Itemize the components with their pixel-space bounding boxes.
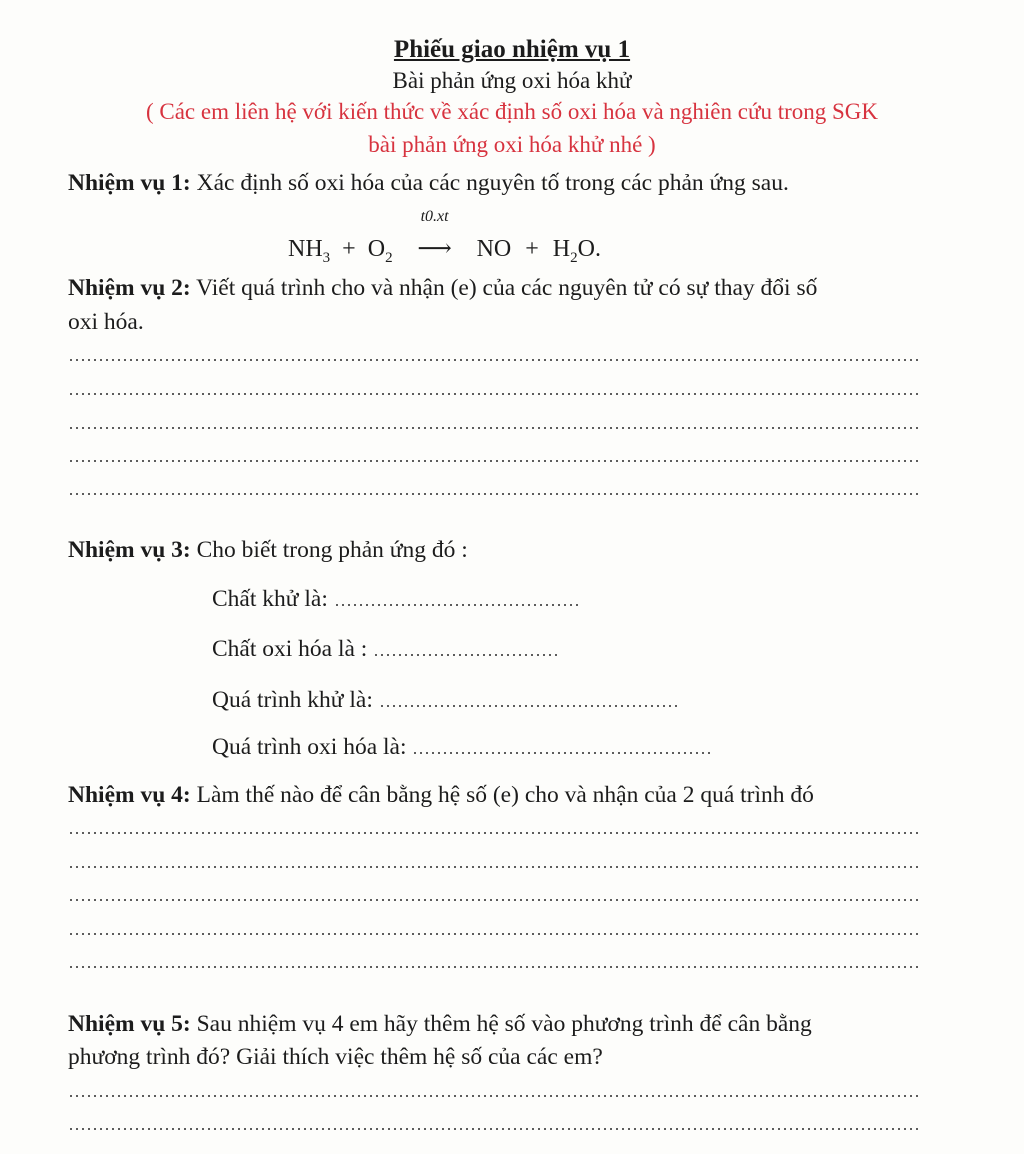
task-1-label: Nhiệm vụ 1: <box>68 170 191 196</box>
task-3-label: Nhiệm vụ 3: <box>68 537 191 563</box>
plus-sign: + <box>342 236 356 262</box>
task-2-text-line-1: Viết quá trình cho và nhận (e) của các nguyên tử có sự thay đổi số <box>190 275 818 301</box>
reducing-agent-blank[interactable] <box>334 604 580 606</box>
answer-line[interactable] <box>68 1128 920 1130</box>
answer-line[interactable] <box>68 359 920 361</box>
reducing-agent-item <box>212 586 580 613</box>
worksheet-title: Phiếu giao nhiệm vụ 1 <box>393 36 631 63</box>
oxidation-process-label: Quá trình oxi hóa là: <box>212 734 407 760</box>
task-2 <box>68 275 817 302</box>
instruction-note-line-1: ( Các em liên hệ với kiến thức về xác định số oxi hóa và nghiên cứu trong SGK <box>145 99 879 124</box>
reduction-process-blank[interactable] <box>379 705 677 707</box>
lesson-subtitle: Bài phản ứng oxi hóa khử <box>392 68 632 93</box>
plus-sign: + <box>525 236 539 262</box>
oxidizing-agent-blank[interactable] <box>373 654 559 656</box>
oxidizing-agent-item <box>212 636 559 663</box>
reactant-o2: $O_2$ <box>367 236 393 266</box>
reaction-arrow <box>405 208 465 263</box>
answer-line[interactable] <box>68 933 920 935</box>
task-3-text: Cho biết trong phản ứng đó : <box>190 537 468 563</box>
task-1-text: Xác định số oxi hóa của các nguyên tố trong các phản ứng sau. <box>190 170 789 196</box>
instruction-note-line-2: bài phản ứng oxi hóa khử nhé ) <box>368 132 656 157</box>
reduction-process-item <box>212 687 677 714</box>
answer-line[interactable] <box>68 460 920 462</box>
task-4-label: Nhiệm vụ 4: <box>68 782 191 808</box>
oxidation-process-item <box>212 734 712 761</box>
task-2-text-line-2: oxi hóa. <box>68 309 144 335</box>
arrow-icon: ⟶ <box>417 236 452 262</box>
task-4 <box>68 782 814 809</box>
answer-line[interactable] <box>68 832 920 834</box>
chemical-equation <box>288 208 601 267</box>
oxidation-process-blank[interactable] <box>412 752 712 754</box>
answer-line[interactable] <box>68 393 920 395</box>
product-no: NO <box>476 236 512 262</box>
task-5-text-line-1: Sau nhiệm vụ 4 em hãy thêm hệ số vào phương trình để cân bằng <box>190 1011 812 1037</box>
product-h2o: $H_2O$. <box>552 236 601 266</box>
task-4-text: Làm thế nào để cân bằng hệ số (e) cho và nhận của 2 quá trình đó <box>190 782 814 808</box>
reactant-nh3: $NH_3$ <box>288 236 331 266</box>
answer-line[interactable] <box>68 493 920 495</box>
answer-line[interactable] <box>68 866 920 868</box>
reducing-agent-label: Chất khử là: <box>212 586 328 612</box>
task-5-text-line-2: phương trình đó? Giải thích việc thêm hệ số của các em? <box>68 1044 603 1070</box>
task-3 <box>68 537 468 564</box>
task-1 <box>68 170 789 197</box>
answer-line[interactable] <box>68 899 920 901</box>
oxidizing-agent-label: Chất oxi hóa là : <box>212 636 368 662</box>
task-5 <box>68 1011 812 1038</box>
answer-line[interactable] <box>68 966 920 968</box>
reduction-process-label: Quá trình khử là: <box>212 687 373 713</box>
task-2-label: Nhiệm vụ 2: <box>68 275 191 301</box>
answer-line[interactable] <box>68 1095 920 1097</box>
task-5-label: Nhiệm vụ 5: <box>68 1011 191 1037</box>
answer-line[interactable] <box>68 427 920 429</box>
reaction-condition: t0.xt <box>420 208 449 225</box>
